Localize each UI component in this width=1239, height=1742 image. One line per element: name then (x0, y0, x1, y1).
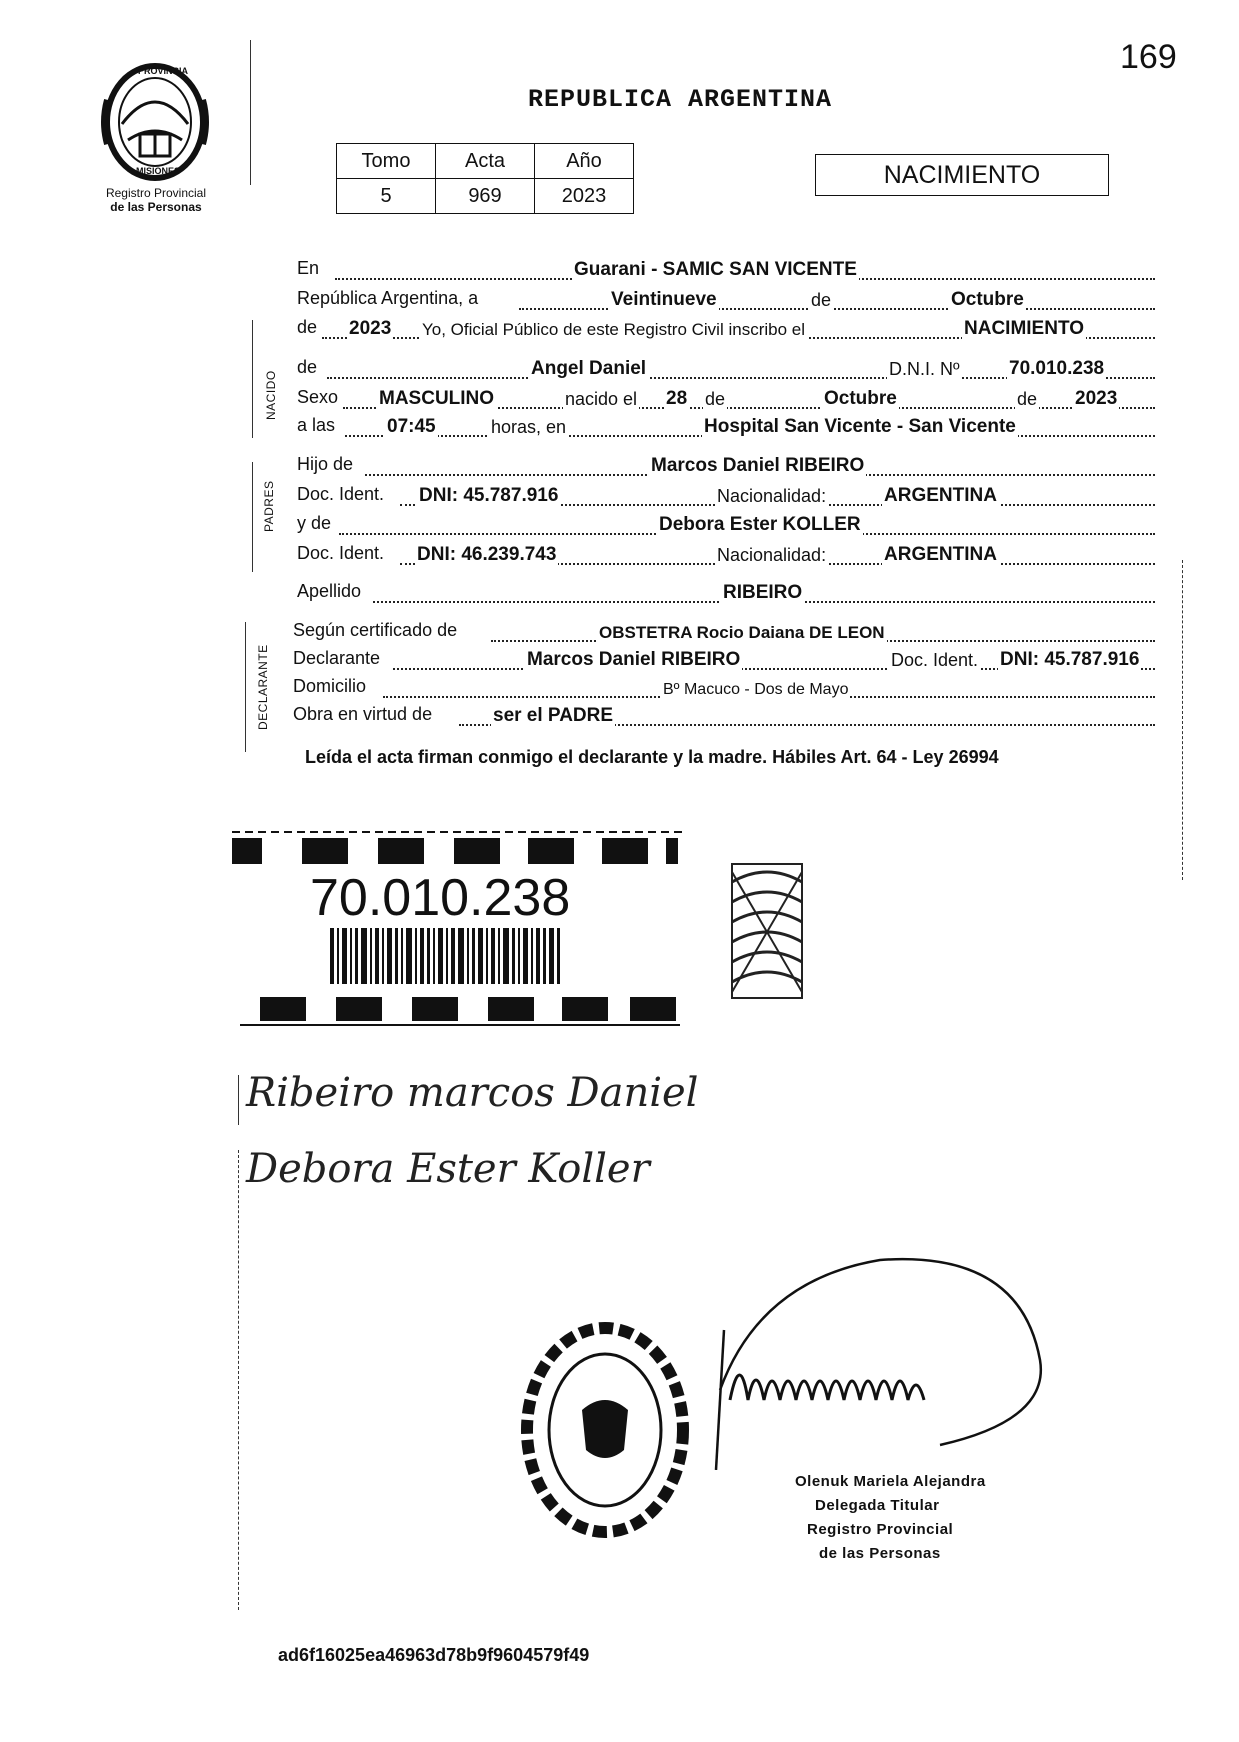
record-header-anio: Año (535, 144, 634, 179)
label-nac-2: Nacionalidad: (717, 545, 827, 565)
label-a-las: a las (297, 415, 336, 435)
label-horas: horas, en (491, 417, 567, 437)
value-declarante: Marcos Daniel RIBEIRO (527, 649, 741, 670)
official-role: Delegada Titular (815, 1497, 940, 1514)
line-segun (293, 620, 1155, 646)
label-de-name: de (297, 357, 318, 377)
record-value-acta: 969 (436, 179, 535, 214)
label-doc-3: Doc. Ident. (891, 650, 979, 670)
line-en (297, 258, 1155, 284)
left-margin-line (238, 1150, 239, 1610)
line-y-de (297, 513, 1155, 539)
label-en: En (297, 258, 320, 278)
signature-bar (238, 1075, 239, 1125)
line-father-doc (297, 484, 1155, 510)
hologram-stamp (730, 862, 804, 1005)
document-hash: ad6f16025ea46963d78b9f9604579f49 (278, 1645, 590, 1665)
label-sexo: Sexo (297, 387, 339, 407)
value-father-nat: ARGENTINA (884, 485, 997, 506)
value-declarante-doc: DNI: 45.787.916 (1000, 649, 1140, 670)
label-y-de: y de (297, 513, 332, 533)
value-sexo: MASCULINO (379, 388, 495, 409)
value-birth-day: 28 (666, 388, 688, 409)
label-doc-1: Doc. Ident. (297, 484, 385, 504)
line-anio (297, 317, 1155, 343)
seal-text-top: PROVINCIA (138, 66, 189, 76)
right-margin-line (1182, 560, 1183, 880)
value-mother: Debora Ester KOLLER (659, 514, 861, 535)
value-day: Veintinueve (611, 289, 717, 310)
document-title: REPUBLICA ARGENTINA (528, 85, 833, 114)
security-strip-bottom (240, 995, 680, 1029)
side-label-nacido: NACIDO (264, 370, 278, 420)
value-domicilio: Bº Macuco - Dos de Mayo (663, 681, 849, 698)
section-bar-nacido (252, 320, 253, 438)
signature-declarante: Ribeiro marcos Daniel (246, 1070, 699, 1116)
value-place: Hospital San Vicente - San Vicente (704, 416, 1016, 437)
official-org-1: Registro Provincial (807, 1521, 954, 1538)
label-nac-1: Nacionalidad: (717, 486, 827, 506)
record-header-tomo: Tomo (337, 144, 436, 179)
side-label-padres: PADRES (262, 480, 276, 532)
security-strip-top (232, 828, 682, 868)
section-bar-declarante (245, 622, 246, 752)
record-value-anio: 2023 (535, 179, 634, 214)
line-sexo (297, 387, 1155, 413)
value-hour: 07:45 (387, 416, 436, 437)
page-number: 169 (1120, 38, 1177, 76)
side-label-declarante: DECLARANTE (256, 644, 270, 730)
provincial-seal-logo (98, 60, 212, 189)
line-obra (293, 704, 1155, 730)
value-birth-year: 2023 (1075, 388, 1118, 409)
value-year: 2023 (349, 318, 392, 339)
official-block (795, 1470, 986, 1566)
label-de2: de (297, 317, 318, 337)
label-de: de (811, 290, 832, 310)
value-father: Marcos Daniel RIBEIRO (651, 455, 865, 476)
record-table (336, 143, 634, 214)
line-name (297, 357, 1155, 383)
label-doc-2: Doc. Ident. (297, 543, 385, 563)
line-mother-doc (297, 543, 1155, 569)
label-nacido-el: nacido el (565, 389, 638, 409)
label-de4: de (1017, 389, 1038, 409)
label-de3: de (705, 389, 726, 409)
value-month: Octubre (951, 289, 1024, 310)
value-apellido: RIBEIRO (723, 582, 803, 603)
official-round-seal (520, 1320, 690, 1545)
line-domicilio (293, 676, 1155, 702)
record-value-tomo: 5 (337, 179, 436, 214)
label-declarante: Declarante (293, 648, 381, 668)
label-yo: Yo, Oficial Público de este Registro Civil inscribo el (422, 320, 805, 339)
value-inscribo: NACIMIENTO (964, 318, 1084, 339)
value-mother-doc: DNI: 46.239.743 (417, 544, 557, 565)
value-en: Guarani - SAMIC SAN VICENTE (574, 259, 857, 280)
seal-text-bottom: MISIONES (136, 166, 181, 176)
logo-caption (88, 186, 224, 214)
label-dni: D.N.I. Nº (889, 359, 960, 379)
barcode (330, 928, 560, 989)
legal-text: Leída el acta firman conmigo el declarante y la madre. Hábiles Art. 64 - Ley 26994 (305, 747, 999, 767)
official-org-2: de las Personas (819, 1545, 941, 1562)
line-hora (297, 415, 1155, 441)
act-type-box: NACIMIENTO (815, 154, 1109, 196)
section-bar-padres (252, 462, 253, 572)
logo-caption-line-1: Registro Provincial (105, 186, 207, 200)
dni-large: 70.010.238 (310, 869, 571, 927)
margin-line (250, 40, 251, 185)
official-name: Olenuk Mariela Alejandra (795, 1473, 986, 1490)
value-mother-nat: ARGENTINA (884, 544, 997, 565)
line-apellido (297, 581, 1155, 607)
label-obra: Obra en virtud de (293, 704, 433, 724)
label-apellido: Apellido (297, 581, 362, 601)
value-obra: ser el PADRE (493, 705, 614, 726)
label-republica: República Argentina, a (297, 288, 479, 308)
line-republica (297, 288, 1155, 314)
label-hijo: Hijo de (297, 454, 354, 474)
label-segun: Según certificado de (293, 620, 458, 640)
official-signature-flourish (700, 1240, 1060, 1475)
value-birth-month: Octubre (824, 388, 897, 409)
logo-caption-line-2: de las Personas (110, 200, 202, 214)
value-father-doc: DNI: 45.787.916 (419, 485, 559, 506)
record-header-acta: Acta (436, 144, 535, 179)
value-cert: OBSTETRA Rocio Daiana DE LEON (599, 623, 885, 642)
signature-madre: Debora Ester Koller (246, 1146, 650, 1192)
label-domicilio: Domicilio (293, 676, 367, 696)
line-declarante (293, 648, 1155, 674)
value-name: Angel Daniel (531, 358, 647, 379)
line-hijo (297, 454, 1155, 480)
value-dni: 70.010.238 (1009, 358, 1105, 379)
